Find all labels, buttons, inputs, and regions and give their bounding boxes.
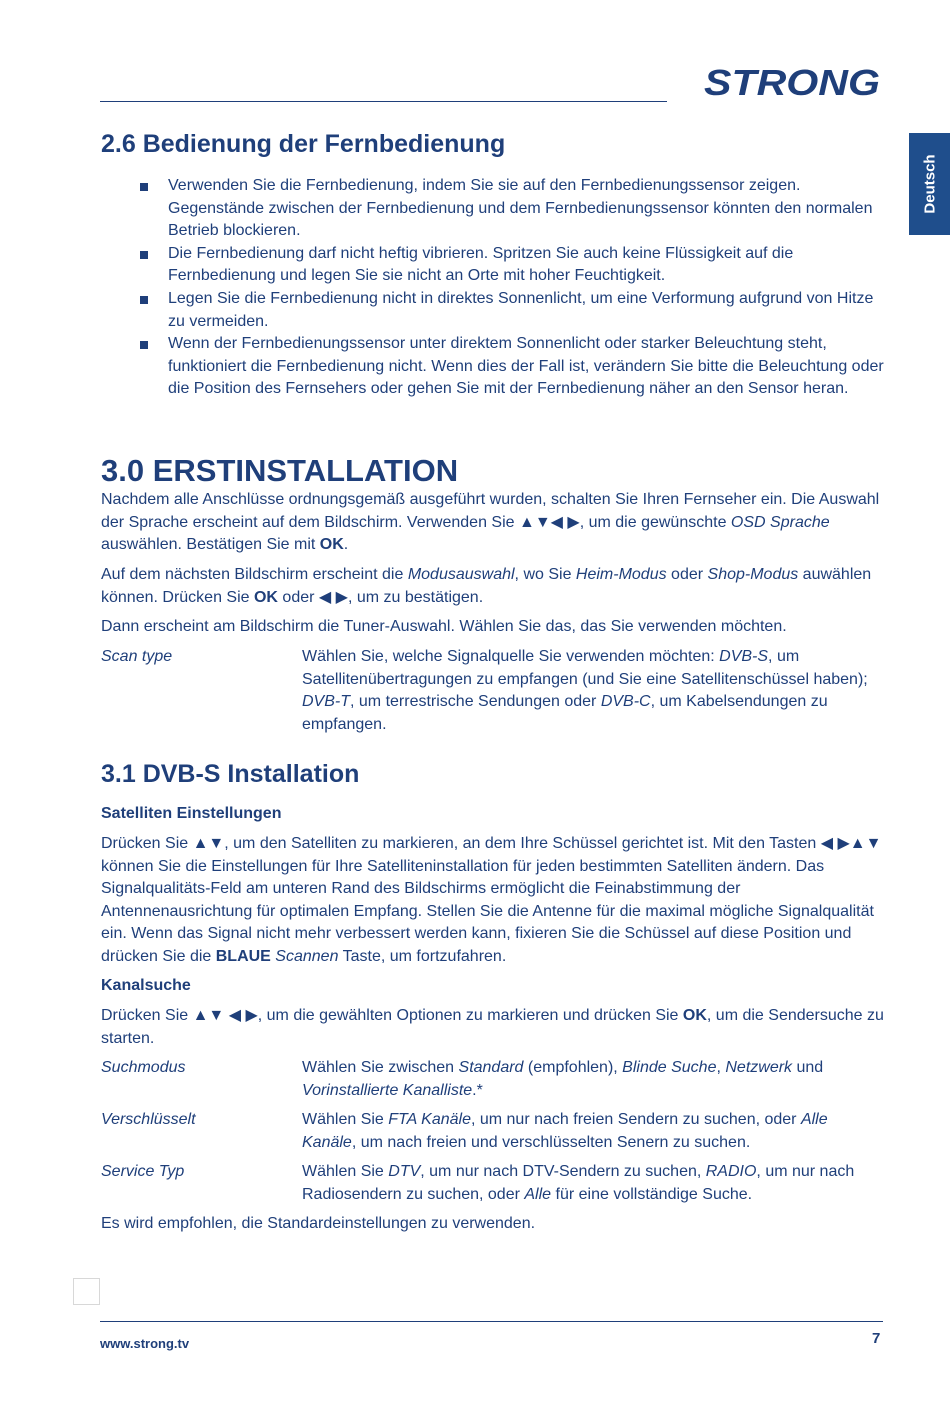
search-mode-description: Wählen Sie zwischen Standard (empfohlen), Blinde Suche, Netzwerk und Vorinstallierte Kanalliste.* — [302, 1059, 824, 1099]
tuner-paragraph: Dann erscheint am Bildschirm die Tuner-Auswahl. Wählen Sie das, das Sie verwenden möchten. — [101, 618, 787, 635]
logo-text: STRONG — [704, 62, 880, 102]
remote-usage-list — [140, 175, 885, 401]
header-rule — [100, 101, 667, 102]
corner-box — [73, 1278, 100, 1305]
recommendation-paragraph: Es wird empfohlen, die Standardeinstellungen zu verwenden. — [101, 1215, 536, 1232]
search-mode-term: Suchmodus — [101, 1059, 186, 1076]
satellite-paragraph: Drücken Sie ▲▼, um den Satelliten zu markieren, an dem Ihre Schüssel gerichtet ist. Mit den Tasten ◀ ▶▲▼ können Sie die Einstellungen für Ihre Satelliteninstallation für jeden bestimmten Satelliten ändern. Das Signalqualitäts-Feld am unteren Rand des Bildschirms ermöglicht die Feinabstimmung der Antennenausrichtung für optimalen Empfang. Stellen Sie die Antenne für die maximal mögliche Signalqualität ein. Wenn das Signal nicht mehr verbessert werden kann, fixieren Sie die Schüssel auf diese Position und drücken Sie die BLAUE Scannen Taste, um fortzufahren. — [101, 835, 882, 965]
scan-type-description: Wählen Sie, welche Signalquelle Sie verwenden möchten: DVB-S, um Satellitenübertragungen zu empfangen (und Sie eine Satellitenschüssel haben); DVB-T, um terrestrische Sendungen oder DVB-C, um Kabelsendungen zu empfangen. — [302, 648, 868, 733]
list-item: Verwenden Sie die Fernbedienung, indem Sie sie auf den Fernbedienungssensor zeigen. Gegenstände zwischen der Fernbedienung und dem Fernbedienungssensor könnten den normalen Betrieb blockieren. — [140, 175, 885, 243]
page-number: 7 — [872, 1330, 881, 1347]
footer-url: www.strong.tv — [100, 1336, 190, 1351]
service-type-term: Service Typ — [101, 1163, 185, 1180]
language-paragraph: Nachdem alle Anschlüsse ordnungsgemäß ausgeführt wurden, schalten Sie Ihren Fernseher ein. Die Auswahl der Sprache erscheint auf dem Bildschirm. Verwenden Sie ▲▼◀ ▶, um die gewünschte OSD Sprache auswählen. Bestätigen Sie mit OK. — [101, 491, 880, 554]
footer-rule — [100, 1321, 883, 1322]
mode-paragraph: Auf dem nächsten Bildschirm erscheint die Modusauswahl, wo Sie Heim-Modus oder Shop-Modus auwählen können. Drücken Sie OK oder ◀ ▶, um zu bestätigen. — [101, 566, 872, 606]
language-tab-label: Deutsch — [921, 154, 938, 214]
language-tab — [909, 133, 950, 235]
section-2-6-title: 2.6 Bedienung der Fernbedienung — [101, 130, 506, 158]
channel-search-paragraph: Drücken Sie ▲▼ ◀ ▶, um die gewählten Optionen zu markieren und drücken Sie OK, um die Sendersuche zu starten. — [101, 1007, 884, 1047]
encrypted-description: Wählen Sie FTA Kanäle, um nur nach freien Sendern zu suchen, oder Alle Kanäle, um nach freien und verschlüsselten Senern zu suchen. — [302, 1111, 828, 1151]
strong-logo — [700, 62, 885, 102]
section-3-1-title: 3.1 DVB-S Installation — [101, 760, 360, 788]
service-type-description: Wählen Sie DTV, um nur nach DTV-Sendern zu suchen, RADIO, um nur nach Radiosendern zu suchen, oder Alle für eine vollständige Suche. — [302, 1163, 855, 1203]
list-item: Wenn der Fernbedienungssensor unter direktem Sonnenlicht oder starker Beleuchtung steht, funktioniert die Fernbedienung nicht. Wenn dies der Fall ist, verändern Sie bitte die Beleuchtung oder die Position des Fernsehers oder gehen Sie mit der Fernbedienung näher an den Sensor heran. — [140, 333, 885, 401]
list-item: Legen Sie die Fernbedienung nicht in direktes Sonnenlicht, um eine Verformung aufgrund von Hitze zu vermeiden. — [140, 288, 885, 333]
scan-type-term: Scan type — [101, 648, 173, 665]
encrypted-term: Verschlüsselt — [101, 1111, 196, 1128]
channel-search-heading: Kanalsuche — [101, 977, 191, 994]
section-3-0-title: 3.0 ERSTINSTALLATION — [101, 453, 459, 488]
list-item: Die Fernbedienung darf nicht heftig vibrieren. Spritzen Sie auch keine Flüssigkeit auf die Fernbedienung und legen Sie sie nicht an Orte mit hoher Feuchtigkeit. — [140, 243, 885, 288]
satellite-settings-heading: Satelliten Einstellungen — [101, 805, 282, 822]
